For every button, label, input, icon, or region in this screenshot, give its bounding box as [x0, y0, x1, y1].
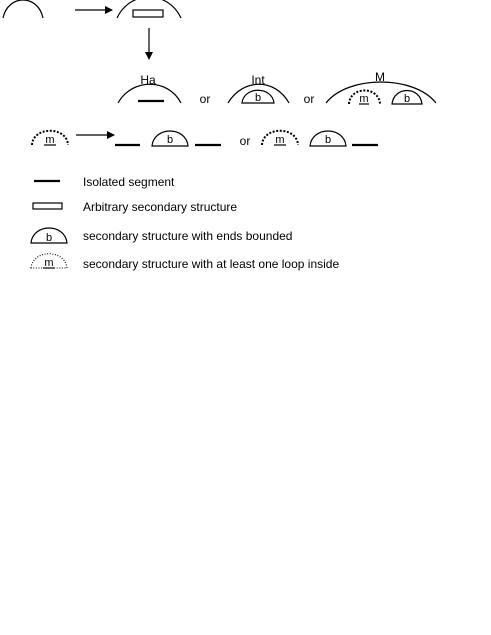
or-1: or: [199, 92, 211, 106]
legend-segment-text: Isolated segment: [83, 175, 175, 189]
top-rule: [3, 0, 181, 59]
multi-bounded-letter: b: [403, 93, 411, 105]
expansion-row: [118, 70, 436, 106]
legend-loop-text: secondary structure with at least one loop inside: [83, 257, 340, 271]
legend-bounded-letter: b: [45, 232, 53, 244]
rule2-alt-loop-letter: m: [275, 134, 285, 146]
or-3: or: [239, 134, 251, 148]
label-int: Int: [251, 73, 265, 87]
or-2: or: [303, 92, 315, 106]
legend-rect-text: Arbitrary secondary structure: [83, 200, 238, 214]
multi-loop-letter: m: [359, 93, 369, 105]
legend-rect-symbol: [33, 203, 62, 209]
rule2-source-letter: m: [45, 134, 55, 146]
label-ha: Ha: [140, 73, 156, 87]
rule2-bounded-letter: b: [166, 134, 174, 146]
target-arc: [117, 0, 181, 18]
rule2-alt-bounded-letter: b: [324, 134, 332, 146]
source-arc: [3, 0, 43, 18]
legend-loop-letter: m: [44, 257, 54, 269]
arbitrary-structure-rect: [133, 10, 163, 17]
interior-node-letter: b: [254, 92, 262, 104]
multi-outer-arc: [326, 82, 436, 103]
second-rule: [32, 131, 378, 148]
legend-bounded-text: secondary structure with ends bounded: [83, 229, 293, 243]
legend: [31, 175, 339, 271]
label-m: M: [375, 70, 385, 84]
